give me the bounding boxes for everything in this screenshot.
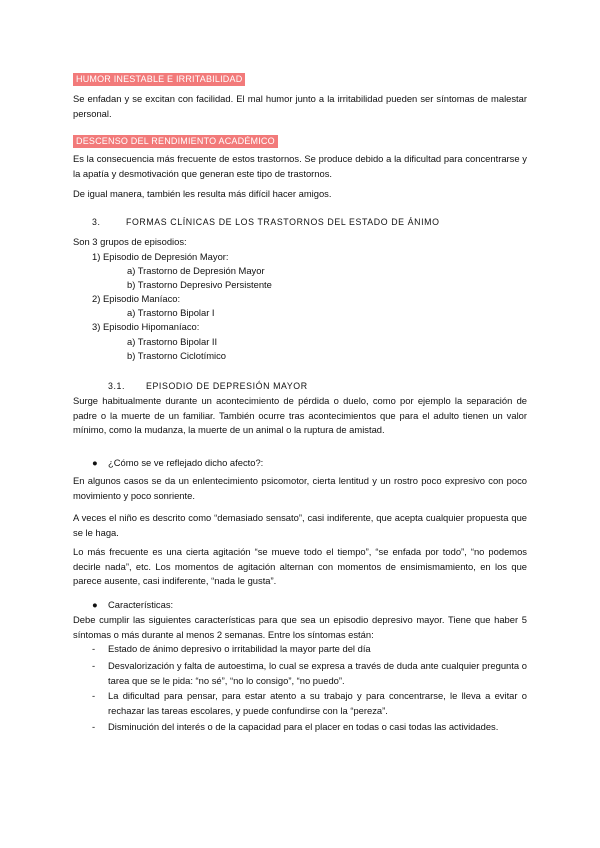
heading-title: FORMAS CLÍNICAS DE LOS TRASTORNOS DEL ESTADO DE ÁNIMO (126, 217, 440, 227)
list-item: 1) Episodio de Depresión Mayor: (92, 251, 229, 262)
paragraph-episodio-3: A veces el niño es descrito como “demasiado sensato”, casi indiferente, que acepta cualquier propuesta que se le haga. (73, 512, 527, 538)
list-item: a) Trastorno Bipolar I (127, 307, 215, 318)
heading-number: 3. (92, 217, 101, 227)
bullet-text: ¿Cómo se ve reflejado dicho afecto?: (108, 457, 264, 468)
list-item-text: Desvalorización y falta de autoestima, lo cual se expresa a través de duda ante cualquier pregunta o tarea que se le pida: “no sé”, “no lo consigo”, “no puedo”. (108, 660, 527, 686)
list-item-text: Estado de ánimo depresivo o irritabilidad la mayor parte del día (108, 643, 371, 654)
highlighted-heading: DESCENSO DEL RENDIMIENTO ACADÉMICO (73, 135, 278, 148)
heading-title: EPISODIO DE DEPRESIÓN MAYOR (146, 381, 308, 391)
heading-formas-clinicas (92, 215, 532, 230)
paragraph-episodio-1: Surge habitualmente durante un acontecimiento de pérdida o duelo, como por ejemplo la separación de padre o la muerte de un familiar. También ocurre tras acontecimientos que para el adulto tienen un valor mínimo, como la mudanza, la muerte de un animal o la ruptura de amistad. (73, 395, 527, 436)
paragraph-rendimiento-1: Es la consecuencia más frecuente de estos trastornos. Se produce debido a la dificultad para concentrarse y la apatía y desmotivación que generan este tipo de trastornos. (73, 153, 527, 179)
paragraph-rendimiento-2: De igual manera, también les resulta más difícil hacer amigos. (73, 188, 332, 199)
bullet-afecto (92, 456, 263, 471)
bullet-dot-icon: ● (92, 599, 98, 610)
dash-icon: - (92, 721, 96, 732)
paragraph-episodio-2: En algunos casos se da un enlentecimiento psicomotor, cierta lentitud y un rostro poco expresivo con poco movimiento y poco sonriente. (73, 475, 527, 501)
dash-icon: - (92, 643, 96, 654)
paragraph-humor: Se enfadan y se excitan con facilidad. El mal humor junto a la irritabilidad pueden ser síntomas de malestar personal. (73, 93, 527, 119)
paragraph-episodio-5: Debe cumplir las siguientes características para que sea un episodio depresivo mayor. Tiene que haber 5 síntomas o más durante al menos 2 semanas. Entre los síntomas están: (73, 614, 527, 640)
list-item: 2) Episodio Maníaco: (92, 293, 181, 304)
heading-number: 3.1. (108, 381, 126, 391)
bullet-caracteristicas (92, 598, 173, 613)
paragraph-episodio-4: Lo más frecuente es una cierta agitación “se mueve todo el tiempo”, “se enfada por todo”, “no podemos decirle nada”, etc. Los momentos de agitación alternan con momentos de ensimismamiento, en los que parece ausente, casi indiferente, “nada le gusta”. (73, 546, 527, 587)
highlighted-heading: HUMOR INESTABLE E IRRITABILIDAD (73, 73, 245, 86)
dash-icon: - (92, 660, 96, 671)
section-heading-humor (73, 72, 527, 87)
list-item-text: Disminución del interés o de la capacidad para el placer en todas o casi todas las actividades. (108, 721, 499, 732)
section-heading-rendimiento (73, 134, 527, 149)
list-item: b) Trastorno Ciclotímico (127, 350, 226, 361)
bullet-text: Características: (108, 599, 174, 610)
list-item-text: La dificultad para pensar, para estar atento a su trabajo y para concentrarse, le lleva a evitar o rechazar las tareas escolares, y puede confundirse con la “pereza”. (108, 690, 527, 716)
list-item: a) Trastorno Bipolar II (127, 336, 218, 347)
list-item: a) Trastorno de Depresión Mayor (127, 265, 265, 276)
list-item: 3) Episodio Hipomaníaco: (92, 321, 200, 332)
bullet-dot-icon: ● (92, 457, 98, 468)
paragraph-formas-intro: Son 3 grupos de episodios: (73, 236, 187, 247)
heading-episodio-depresion (108, 379, 548, 394)
dash-icon: - (92, 690, 96, 701)
list-item: b) Trastorno Depresivo Persistente (127, 279, 272, 290)
